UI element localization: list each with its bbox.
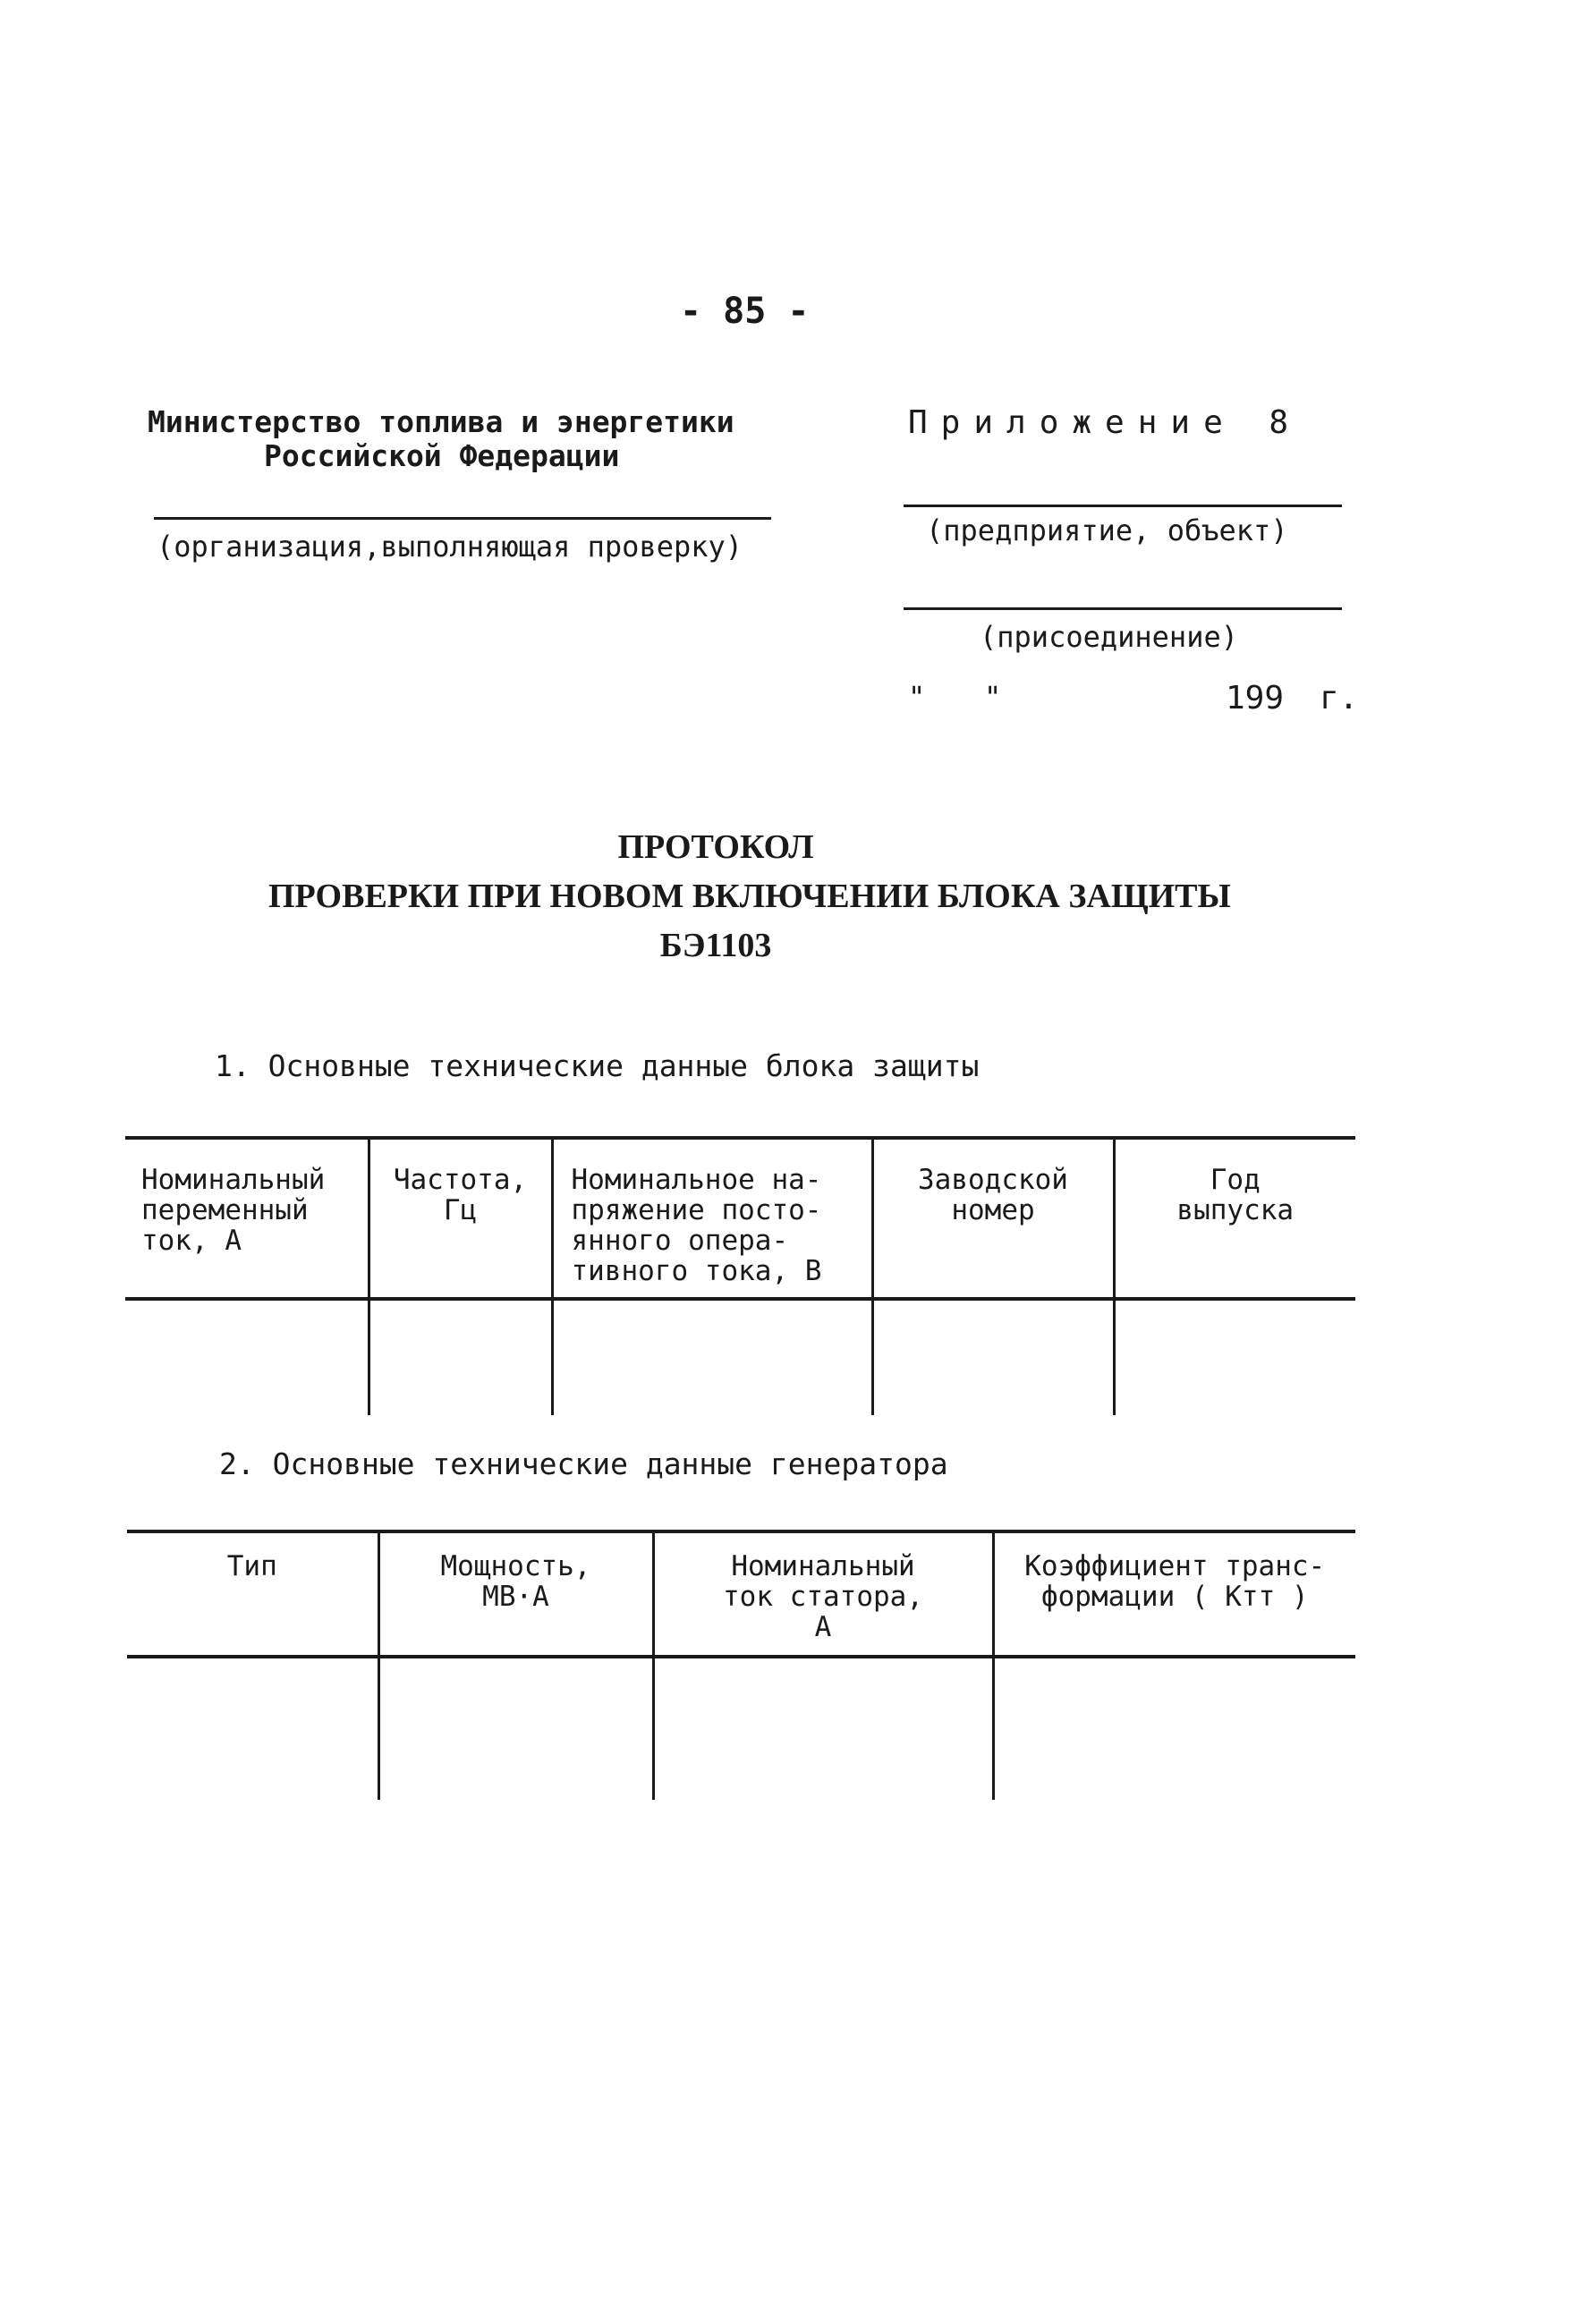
column-header: Номинальный ток статора, А — [653, 1531, 993, 1657]
org-blank-line — [154, 517, 771, 520]
table-cell[interactable] — [127, 1657, 378, 1800]
section2-title: 2. Основные технические данные генератора — [219, 1446, 948, 1481]
table-cell[interactable] — [378, 1657, 653, 1800]
column-header: Коэффициент транс- формации ( Kтт ) — [993, 1531, 1355, 1657]
generator-data-table — [127, 1530, 1355, 1800]
ministry-name-line1: Министерство топлива и энергетики — [148, 404, 734, 439]
enterprise-caption: (предприятие, объект) — [926, 513, 1288, 547]
protocol-title: ПРОТОКОЛ — [617, 828, 814, 866]
table-cell[interactable] — [552, 1299, 872, 1415]
table-cell[interactable] — [872, 1299, 1114, 1415]
column-header: Тип — [127, 1531, 378, 1657]
page-number: - 85 - — [680, 291, 810, 332]
appendix-label: Приложение 8 — [908, 404, 1303, 441]
date-year: 199 — [1226, 680, 1285, 717]
column-header: Частота, Гц — [369, 1138, 552, 1299]
date-quote-open: " — [908, 680, 926, 714]
section1-title: 1. Основные технические данные блока защиты — [215, 1048, 980, 1083]
table-header-row — [125, 1138, 1355, 1299]
connection-blank-line — [904, 607, 1342, 610]
column-header: Номинальное на- пряжение посто- янного опера- тивного тока, В — [552, 1138, 872, 1299]
table-row — [125, 1299, 1355, 1415]
protocol-subtitle: ПРОВЕРКИ ПРИ НОВОМ ВКЛЮЧЕНИИ БЛОКА ЗАЩИТЫ — [268, 878, 1231, 915]
table-cell[interactable] — [653, 1657, 993, 1800]
table-cell[interactable] — [125, 1299, 369, 1415]
column-header: Год выпуска — [1114, 1138, 1355, 1299]
table-cell[interactable] — [993, 1657, 1355, 1800]
protocol-device-code: БЭ1103 — [659, 927, 772, 964]
table-row — [127, 1657, 1355, 1800]
date-quote-close: " — [984, 680, 1002, 714]
column-header: Номинальный переменный ток, А — [125, 1138, 369, 1299]
column-header: Заводской номер — [872, 1138, 1114, 1299]
table-header-row — [127, 1531, 1355, 1657]
enterprise-blank-line — [904, 505, 1342, 507]
connection-caption: (присоединение) — [980, 620, 1238, 654]
date-year-suffix: г. — [1320, 680, 1359, 717]
ministry-name-line2: Российской Федерации — [264, 438, 620, 473]
column-header: Мощность, МВ·А — [378, 1531, 653, 1657]
org-caption: (организация,выполняющая проверку) — [157, 530, 743, 564]
table-cell[interactable] — [369, 1299, 552, 1415]
table-cell[interactable] — [1114, 1299, 1355, 1415]
protection-unit-data-table — [125, 1136, 1355, 1415]
